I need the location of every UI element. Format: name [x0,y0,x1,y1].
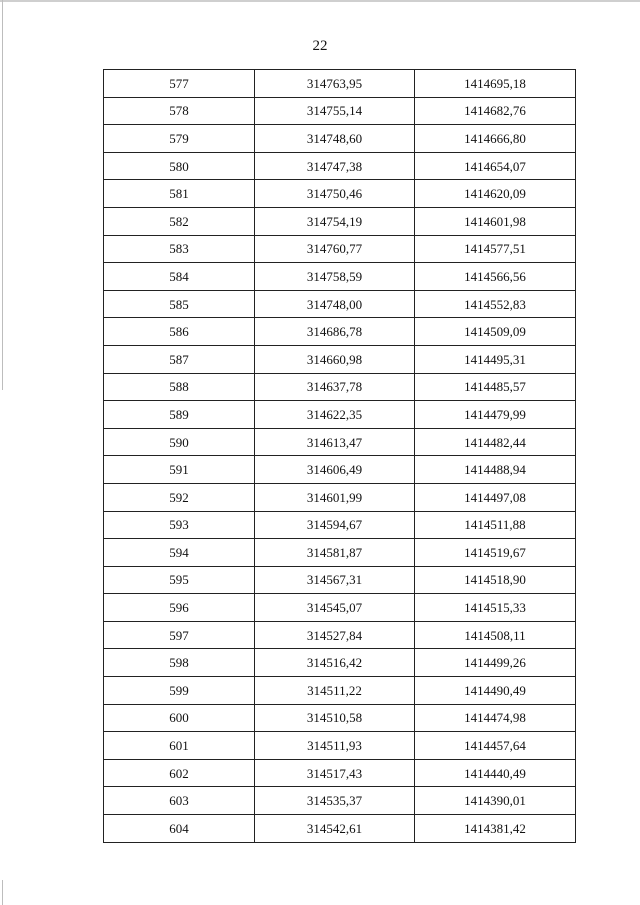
table-row [104,815,576,843]
point-number-cell: 594 [104,539,255,567]
point-number-cell: 582 [104,207,255,235]
y-coordinate-cell: 1414479,99 [415,401,576,429]
x-coordinate-cell: 314567,31 [255,566,415,594]
y-coordinate-cell: 1414601,98 [415,207,576,235]
point-number-cell: 584 [104,263,255,291]
y-coordinate-cell: 1414381,42 [415,815,576,843]
table-row [104,318,576,346]
x-coordinate-cell: 314660,98 [255,345,415,373]
x-coordinate-cell: 314545,07 [255,594,415,622]
table-row [104,759,576,787]
point-number-cell: 577 [104,70,255,98]
page-edge-left-lower [2,880,3,905]
x-coordinate-cell: 314517,43 [255,759,415,787]
table-row [104,152,576,180]
table-row [104,677,576,705]
point-number-cell: 585 [104,290,255,318]
point-number-cell: 598 [104,649,255,677]
table-row [104,594,576,622]
point-number-cell: 597 [104,621,255,649]
point-number-cell: 596 [104,594,255,622]
y-coordinate-cell: 1414511,88 [415,511,576,539]
table-row [104,125,576,153]
x-coordinate-cell: 314606,49 [255,456,415,484]
point-number-cell: 591 [104,456,255,484]
table-row [104,207,576,235]
y-coordinate-cell: 1414566,56 [415,263,576,291]
x-coordinate-cell: 314516,42 [255,649,415,677]
point-number-cell: 603 [104,787,255,815]
y-coordinate-cell: 1414490,49 [415,677,576,705]
coordinates-table-body [104,70,576,843]
y-coordinate-cell: 1414509,09 [415,318,576,346]
x-coordinate-cell: 314613,47 [255,428,415,456]
point-number-cell: 602 [104,759,255,787]
x-coordinate-cell: 314747,38 [255,152,415,180]
point-number-cell: 578 [104,97,255,125]
y-coordinate-cell: 1414577,51 [415,235,576,263]
table-row [104,401,576,429]
x-coordinate-cell: 314760,77 [255,235,415,263]
x-coordinate-cell: 314594,67 [255,511,415,539]
y-coordinate-cell: 1414519,67 [415,539,576,567]
point-number-cell: 593 [104,511,255,539]
x-coordinate-cell: 314750,46 [255,180,415,208]
table-row [104,621,576,649]
point-number-cell: 581 [104,180,255,208]
x-coordinate-cell: 314758,59 [255,263,415,291]
point-number-cell: 589 [104,401,255,429]
x-coordinate-cell: 314542,61 [255,815,415,843]
x-coordinate-cell: 314637,78 [255,373,415,401]
table-row [104,263,576,291]
y-coordinate-cell: 1414682,76 [415,97,576,125]
x-coordinate-cell: 314511,93 [255,732,415,760]
point-number-cell: 583 [104,235,255,263]
table-row [104,235,576,263]
y-coordinate-cell: 1414552,83 [415,290,576,318]
table-row [104,373,576,401]
y-coordinate-cell: 1414508,11 [415,621,576,649]
table-row [104,787,576,815]
y-coordinate-cell: 1414495,31 [415,345,576,373]
point-number-cell: 590 [104,428,255,456]
x-coordinate-cell: 314511,22 [255,677,415,705]
point-number-cell: 601 [104,732,255,760]
y-coordinate-cell: 1414515,33 [415,594,576,622]
x-coordinate-cell: 314510,58 [255,704,415,732]
table-row [104,180,576,208]
table-row [104,566,576,594]
x-coordinate-cell: 314535,37 [255,787,415,815]
table-row [104,456,576,484]
y-coordinate-cell: 1414485,57 [415,373,576,401]
x-coordinate-cell: 314622,35 [255,401,415,429]
x-coordinate-cell: 314748,00 [255,290,415,318]
point-number-cell: 595 [104,566,255,594]
x-coordinate-cell: 314755,14 [255,97,415,125]
point-number-cell: 592 [104,483,255,511]
table-row [104,732,576,760]
y-coordinate-cell: 1414497,08 [415,483,576,511]
point-number-cell: 604 [104,815,255,843]
y-coordinate-cell: 1414482,44 [415,428,576,456]
x-coordinate-cell: 314763,95 [255,70,415,98]
y-coordinate-cell: 1414440,49 [415,759,576,787]
table-row [104,649,576,677]
point-number-cell: 586 [104,318,255,346]
table-row [104,97,576,125]
x-coordinate-cell: 314601,99 [255,483,415,511]
table-row [104,511,576,539]
y-coordinate-cell: 1414620,09 [415,180,576,208]
coordinates-table [103,69,576,843]
x-coordinate-cell: 314581,87 [255,539,415,567]
table-row [104,428,576,456]
y-coordinate-cell: 1414474,98 [415,704,576,732]
x-coordinate-cell: 314686,78 [255,318,415,346]
y-coordinate-cell: 1414518,90 [415,566,576,594]
table-row [104,290,576,318]
page-edge-top [0,0,640,2]
y-coordinate-cell: 1414654,07 [415,152,576,180]
y-coordinate-cell: 1414457,64 [415,732,576,760]
y-coordinate-cell: 1414666,80 [415,125,576,153]
page-edge-left [2,0,3,390]
table-row [104,345,576,373]
x-coordinate-cell: 314527,84 [255,621,415,649]
point-number-cell: 580 [104,152,255,180]
point-number-cell: 599 [104,677,255,705]
y-coordinate-cell: 1414499,26 [415,649,576,677]
x-coordinate-cell: 314748,60 [255,125,415,153]
table-row [104,483,576,511]
x-coordinate-cell: 314754,19 [255,207,415,235]
y-coordinate-cell: 1414390,01 [415,787,576,815]
page-number: 22 [312,38,328,54]
point-number-cell: 579 [104,125,255,153]
point-number-cell: 587 [104,345,255,373]
y-coordinate-cell: 1414695,18 [415,70,576,98]
point-number-cell: 588 [104,373,255,401]
point-number-cell: 600 [104,704,255,732]
table-row [104,70,576,98]
table-row [104,704,576,732]
table-row [104,539,576,567]
y-coordinate-cell: 1414488,94 [415,456,576,484]
